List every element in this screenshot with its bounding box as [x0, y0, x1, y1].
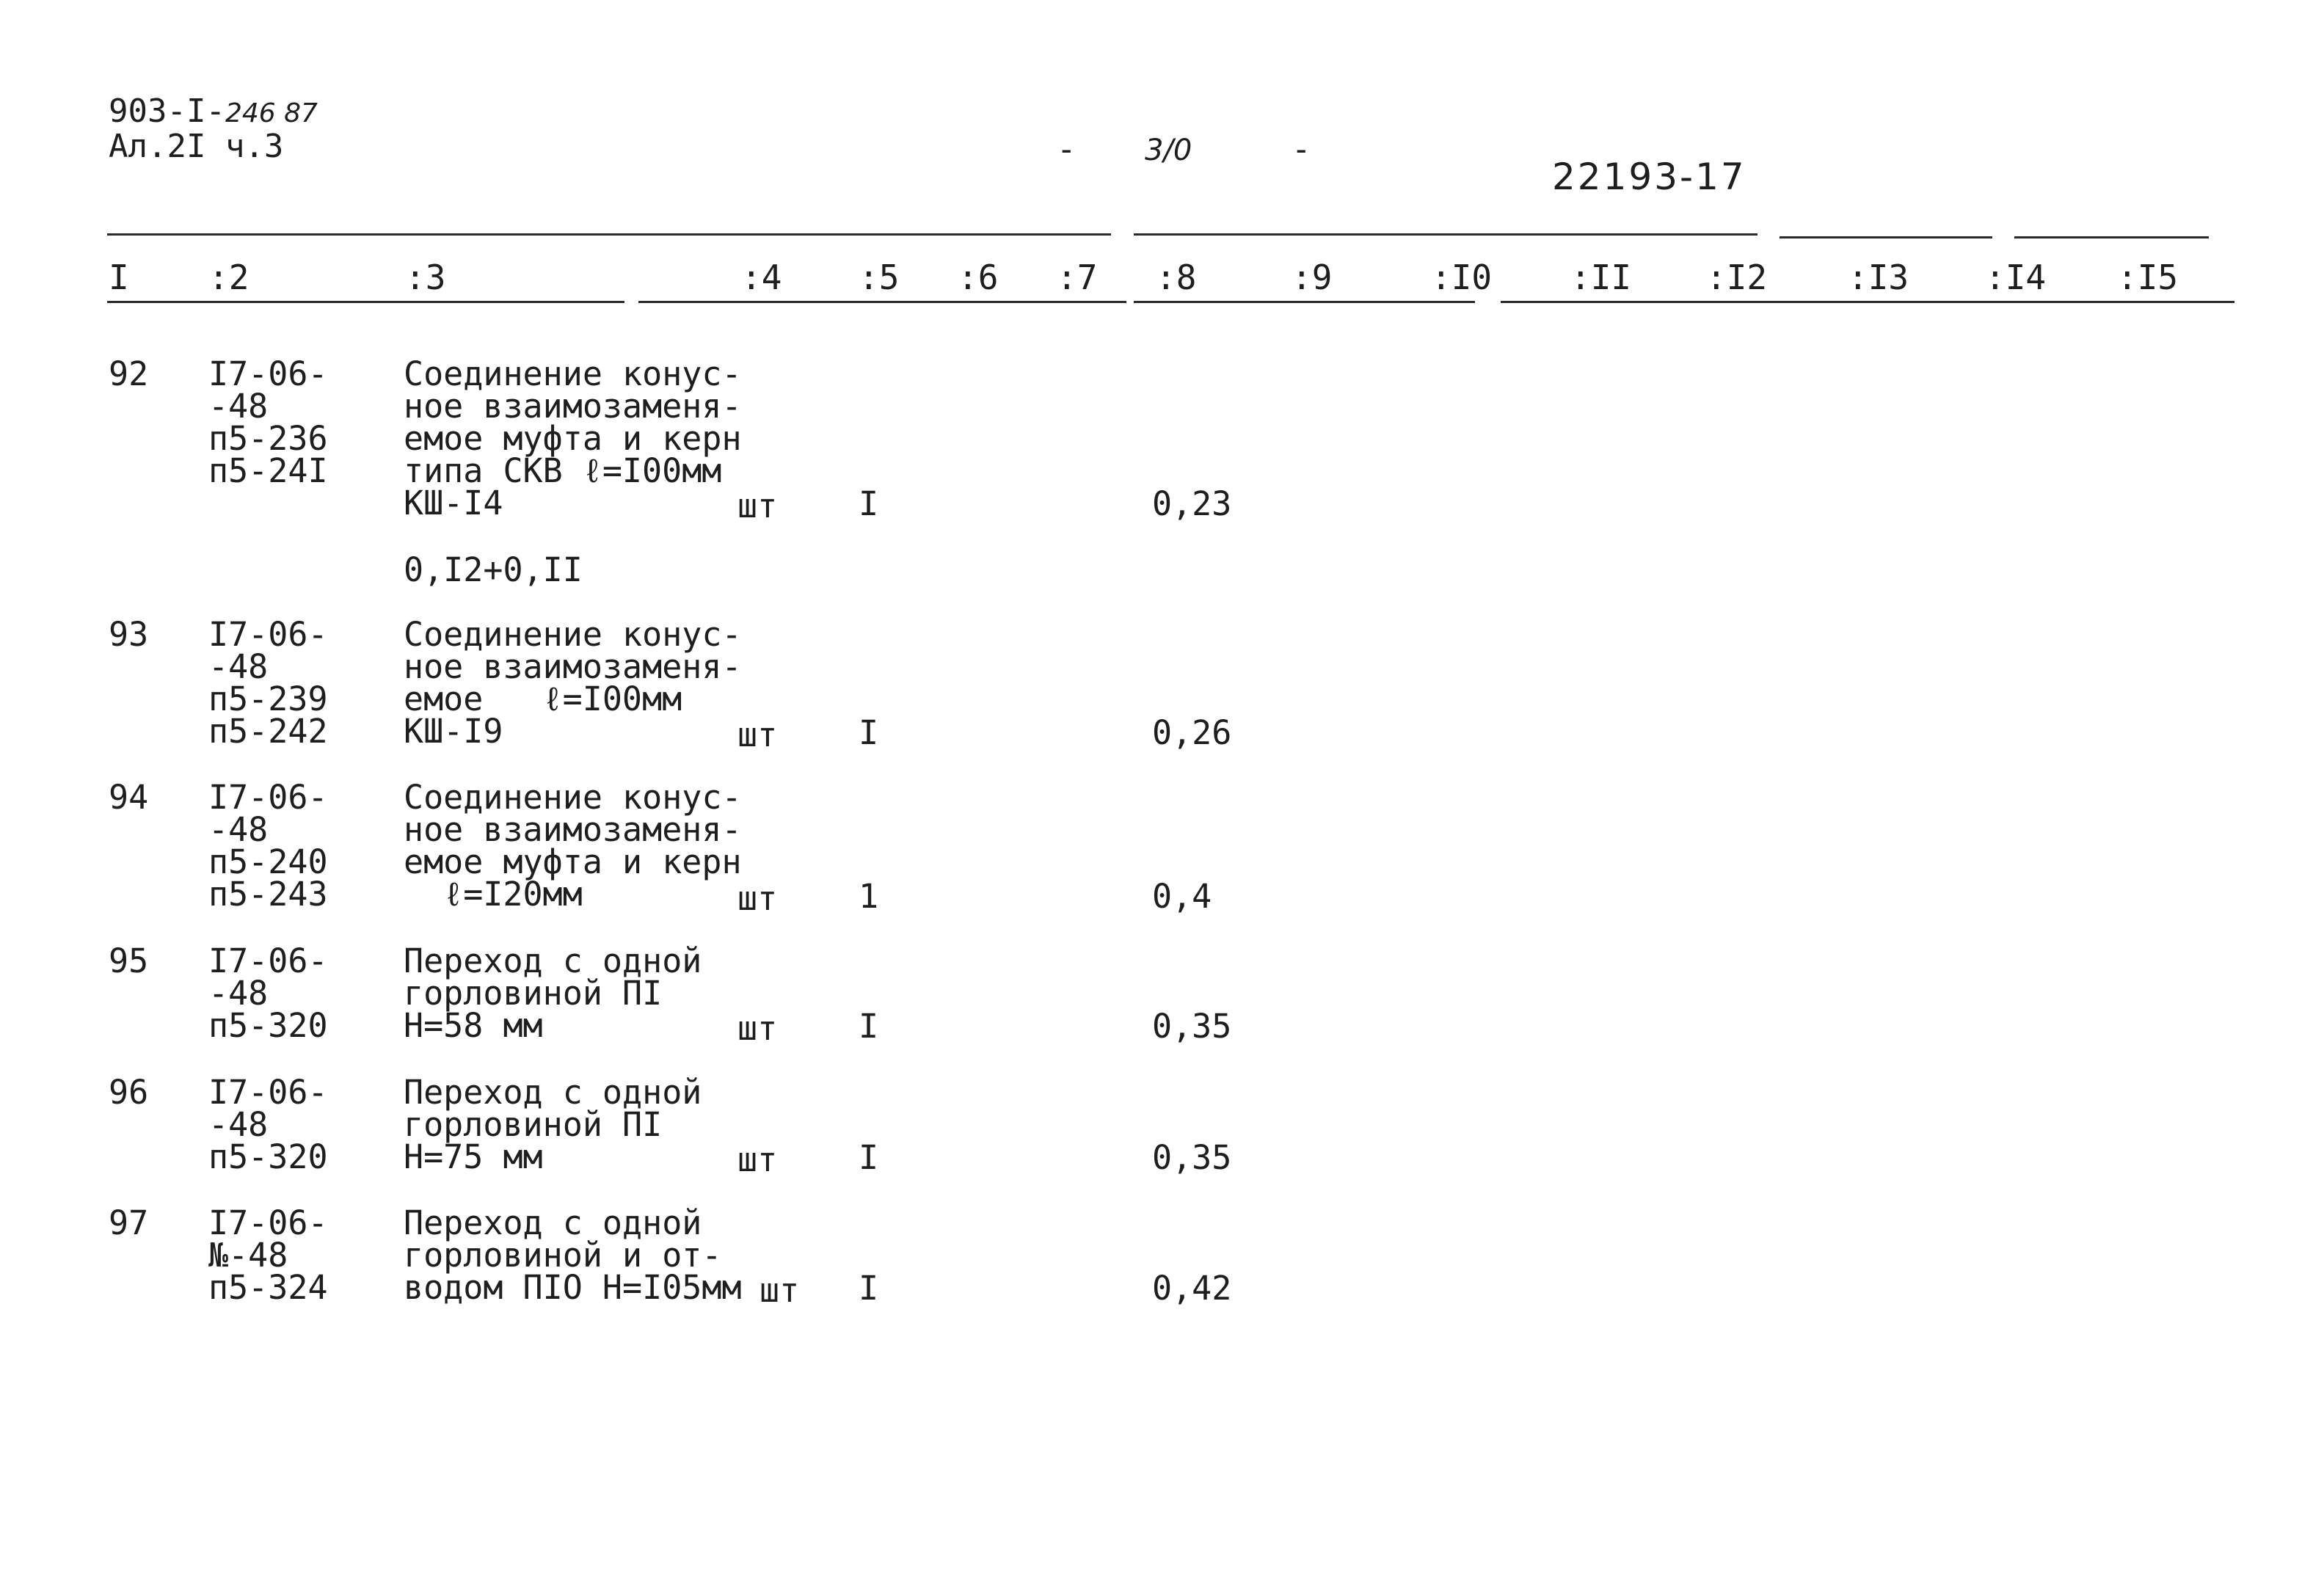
row-quantity: I — [859, 1007, 879, 1046]
header-rule-top-4 — [2014, 236, 2209, 238]
row-value: 0,35 — [1152, 1138, 1232, 1177]
row-name: Соединение конус- ное взаимозаменя- емое муфта и керн ℓ=I20мм — [404, 778, 742, 914]
album-label: Ал.2I ч.3 — [109, 128, 284, 165]
row-unit: шт — [737, 1009, 778, 1048]
row-quantity: I — [859, 484, 879, 523]
page-dash-right: - — [1292, 131, 1311, 168]
col-head-6: :6 — [958, 258, 999, 297]
row-number: 97 — [109, 1203, 149, 1242]
row-unit: шт — [737, 715, 778, 754]
col-head-8: :8 — [1156, 258, 1197, 297]
row-number: 94 — [109, 778, 149, 817]
col-head-7: :7 — [1057, 258, 1098, 297]
col-head-4: :4 — [741, 258, 782, 297]
row-quantity: I — [859, 1269, 879, 1308]
row-code: I7-06- -48 п5-236 п5-24I — [208, 354, 328, 490]
row-number: 92 — [109, 354, 149, 393]
row-name: Соединение конус- ное взаимозаменя- емое муфта и керн типа СКВ ℓ=I00мм КШ-I4 — [404, 354, 742, 522]
row-unit: шт — [737, 1140, 778, 1179]
col-head-9: :9 — [1292, 258, 1333, 297]
row-code: I7-06- -48 п5-240 п5-243 — [208, 778, 328, 914]
row-code: I7-06- №-48 п5-324 — [208, 1203, 328, 1307]
col-head-5: :5 — [859, 258, 900, 297]
col-head-14: :I4 — [1985, 258, 2047, 297]
handwritten-code: 246 87 — [225, 98, 318, 128]
page-dash-left: - — [1057, 131, 1077, 168]
row-name: Переход с одной горловиной ПI Н=58 мм — [404, 941, 702, 1045]
header-rule-bottom-1 — [107, 301, 624, 303]
row-name: Переход с одной горловиной ПI Н=75 мм — [404, 1073, 702, 1176]
col-head-3: :3 — [405, 258, 446, 297]
archive-stamp: 22193-17 — [1552, 156, 1746, 198]
header-rule-top-3 — [1780, 236, 1992, 238]
row-number: 96 — [109, 1073, 149, 1112]
col-head-12: :I2 — [1706, 258, 1768, 297]
row-quantity: I — [859, 1138, 879, 1177]
header-rule-bottom-3 — [1134, 301, 1475, 303]
row-note: 0,I2+0,II — [404, 550, 583, 589]
row-value: 0,4 — [1152, 877, 1212, 916]
row-number: 93 — [109, 615, 149, 654]
header-rule-bottom-2 — [638, 301, 1126, 303]
row-name: Соединение конус- ное взаимозаменя- емое ℓ=I00мм КШ-I9 — [404, 615, 742, 751]
header-rule-top-2 — [1134, 233, 1757, 236]
header-rule-bottom-4 — [1501, 301, 2234, 303]
col-head-2: :2 — [208, 258, 249, 297]
col-head-13: :I3 — [1848, 258, 1909, 297]
row-value: 0,26 — [1152, 713, 1232, 752]
row-value: 0,35 — [1152, 1007, 1232, 1046]
col-head-15: :I5 — [2117, 258, 2179, 297]
row-name: Переход с одной горловиной и от- водом ПIО Н=I05мм — [404, 1203, 742, 1307]
row-value: 0,42 — [1152, 1269, 1232, 1308]
row-value: 0,23 — [1152, 484, 1232, 523]
row-number: 95 — [109, 941, 149, 980]
col-head-10: :I0 — [1431, 258, 1493, 297]
header-rule-top-1 — [107, 233, 1111, 236]
col-head-1: I — [109, 258, 129, 297]
row-code: I7-06- -48 п5-320 — [208, 941, 328, 1045]
row-quantity: I — [859, 713, 879, 752]
row-quantity: 1 — [859, 877, 879, 916]
row-unit: шт — [737, 487, 778, 525]
page-number: 3/0 — [1145, 134, 1192, 167]
document-code: 903-I-246 87 — [109, 92, 318, 130]
row-unit: шт — [737, 879, 778, 918]
row-code: I7-06- -48 п5-239 п5-242 — [208, 615, 328, 751]
row-unit: шт — [760, 1271, 800, 1310]
col-head-11: :II — [1570, 258, 1632, 297]
row-code: I7-06- -48 п5-320 — [208, 1073, 328, 1176]
